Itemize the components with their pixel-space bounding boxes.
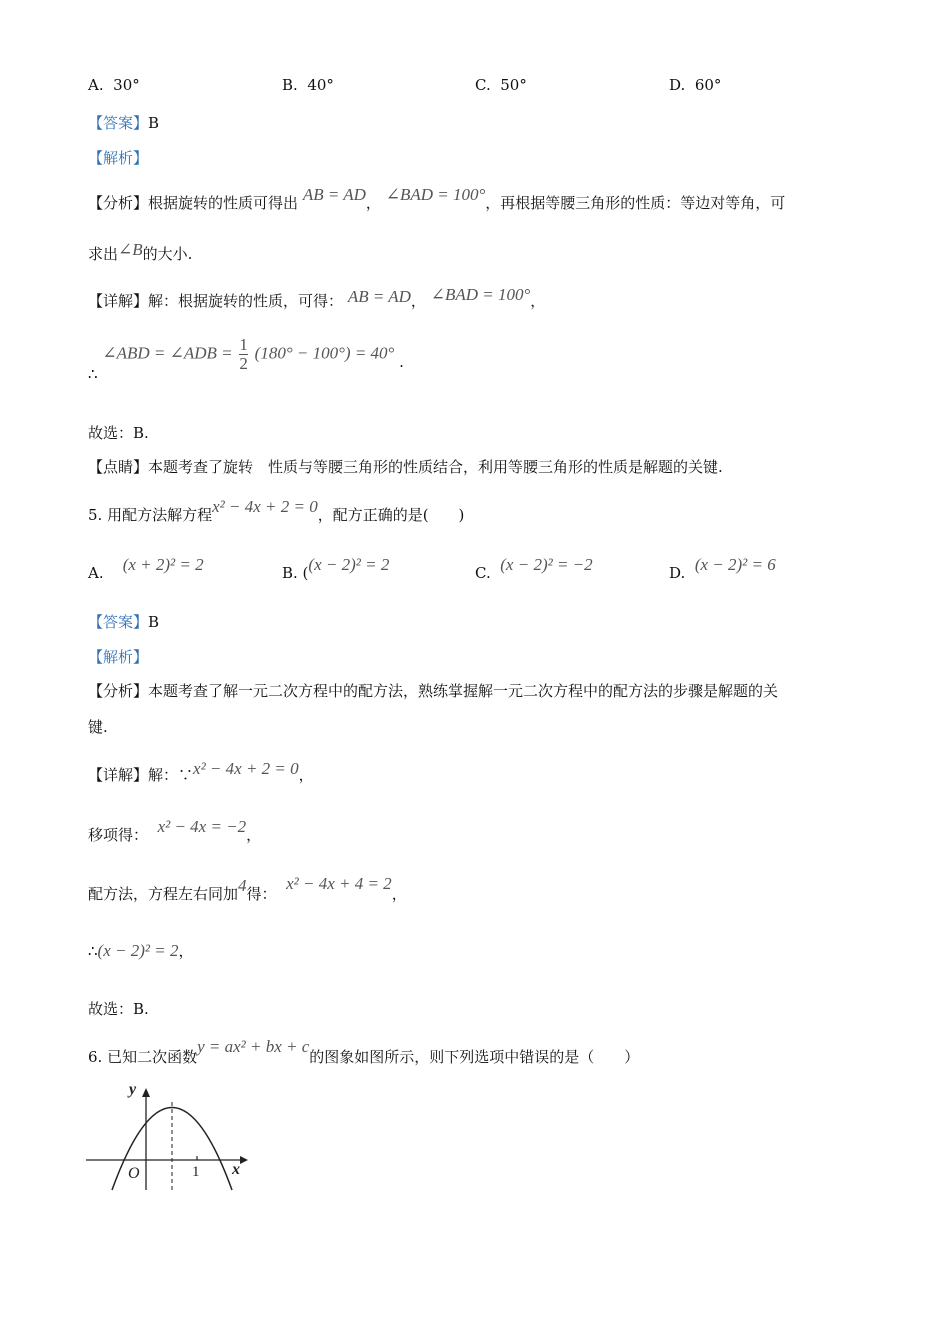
q5-option-d: D. (x − 2)² = 6 — [669, 555, 776, 582]
explain-tag: 【解析】 — [88, 149, 149, 167]
calc-left: ∠ABD = ∠ADB = — [102, 343, 233, 363]
q5-analysis-2: 键. — [88, 718, 108, 736]
parabola-graph — [80, 1080, 260, 1200]
comment-line: 【点睛】本题考查了旋转 性质与等腰三角形的性质结合，利用等腰三角形的性质是解题的关键. — [88, 458, 723, 476]
answer-tag: 【答案】 — [88, 114, 149, 132]
q5-option-a: A. (x + 2)² = 2 — [88, 555, 204, 582]
q5-step-4: ∴(x − 2)² = 2， — [88, 941, 194, 960]
tick-label-1: 1 — [192, 1164, 200, 1180]
calc-right: (180° − 100°) = 40° — [254, 343, 395, 363]
option-c: C. 50° — [475, 76, 527, 94]
origin-label: O — [128, 1165, 140, 1182]
q5-answer-line: 【答案】B — [88, 613, 160, 631]
choose-q4: 故选：B. — [88, 424, 149, 442]
answer-line: 【答案】B — [88, 114, 160, 132]
math-b: ∠B — [118, 240, 143, 259]
q5-option-b: B. ((x − 2)² = 2 — [282, 555, 390, 582]
analysis-line-1: 【分析】根据旋转的性质可得出 AB = AD， ∠BAD = 100°，再根据等腰三角形的性质：等边对等角，可 — [88, 185, 786, 212]
x-axis-arrow — [240, 1156, 248, 1164]
y-label: y — [129, 1081, 137, 1098]
q5-step-2: 移项得： x² − 4x = −2， — [88, 817, 262, 844]
q5-detail-1: 【详解】解：∵x² − 4x + 2 = 0， — [88, 759, 314, 784]
x-label: x — [232, 1161, 240, 1178]
option-a: A. 30° — [88, 76, 140, 94]
fraction-half: $\frac{1}{2}$ — [239, 335, 248, 373]
q5-analysis-1: 【分析】本题考查了解一元二次方程中的配方法，熟练掌握解一元二次方程中的配方法的步骤是解题的关 — [88, 682, 779, 700]
choose-q5: 故选：B. — [88, 1000, 149, 1018]
q5-stem: 5. 用配方法解方程x² − 4x + 2 = 0，配方正确的是( ) — [88, 497, 465, 524]
q6-stem: 6. 已知二次函数y = ax² + bx + c的图象如图所示，则下列选项中错误的是（ ） — [88, 1037, 640, 1066]
math-ab-ad: AB = AD — [302, 185, 366, 204]
q5-option-c: C. (x − 2)² = −2 — [475, 555, 593, 582]
calc-line: ∴ ∠ABD = ∠ADB = $\frac{1}{2}$ (180° − 100°) = 40° . — [88, 335, 404, 383]
q5-explain-tag: 【解析】 — [88, 648, 149, 666]
analysis-line-2: 求出∠B的大小. — [88, 240, 193, 263]
math-bad: ∠BAD = 100° — [385, 185, 486, 204]
option-b: B. 40° — [282, 76, 334, 94]
y-axis-arrow — [142, 1088, 150, 1097]
q5-step-3: 配方法，方程左右同加4得： x² − 4x + 4 = 2， — [88, 874, 407, 903]
detail-line-1: 【详解】解：根据旋转的性质，可得： AB = AD， ∠BAD = 100°， — [88, 285, 546, 310]
option-d: D. 60° — [669, 76, 722, 94]
